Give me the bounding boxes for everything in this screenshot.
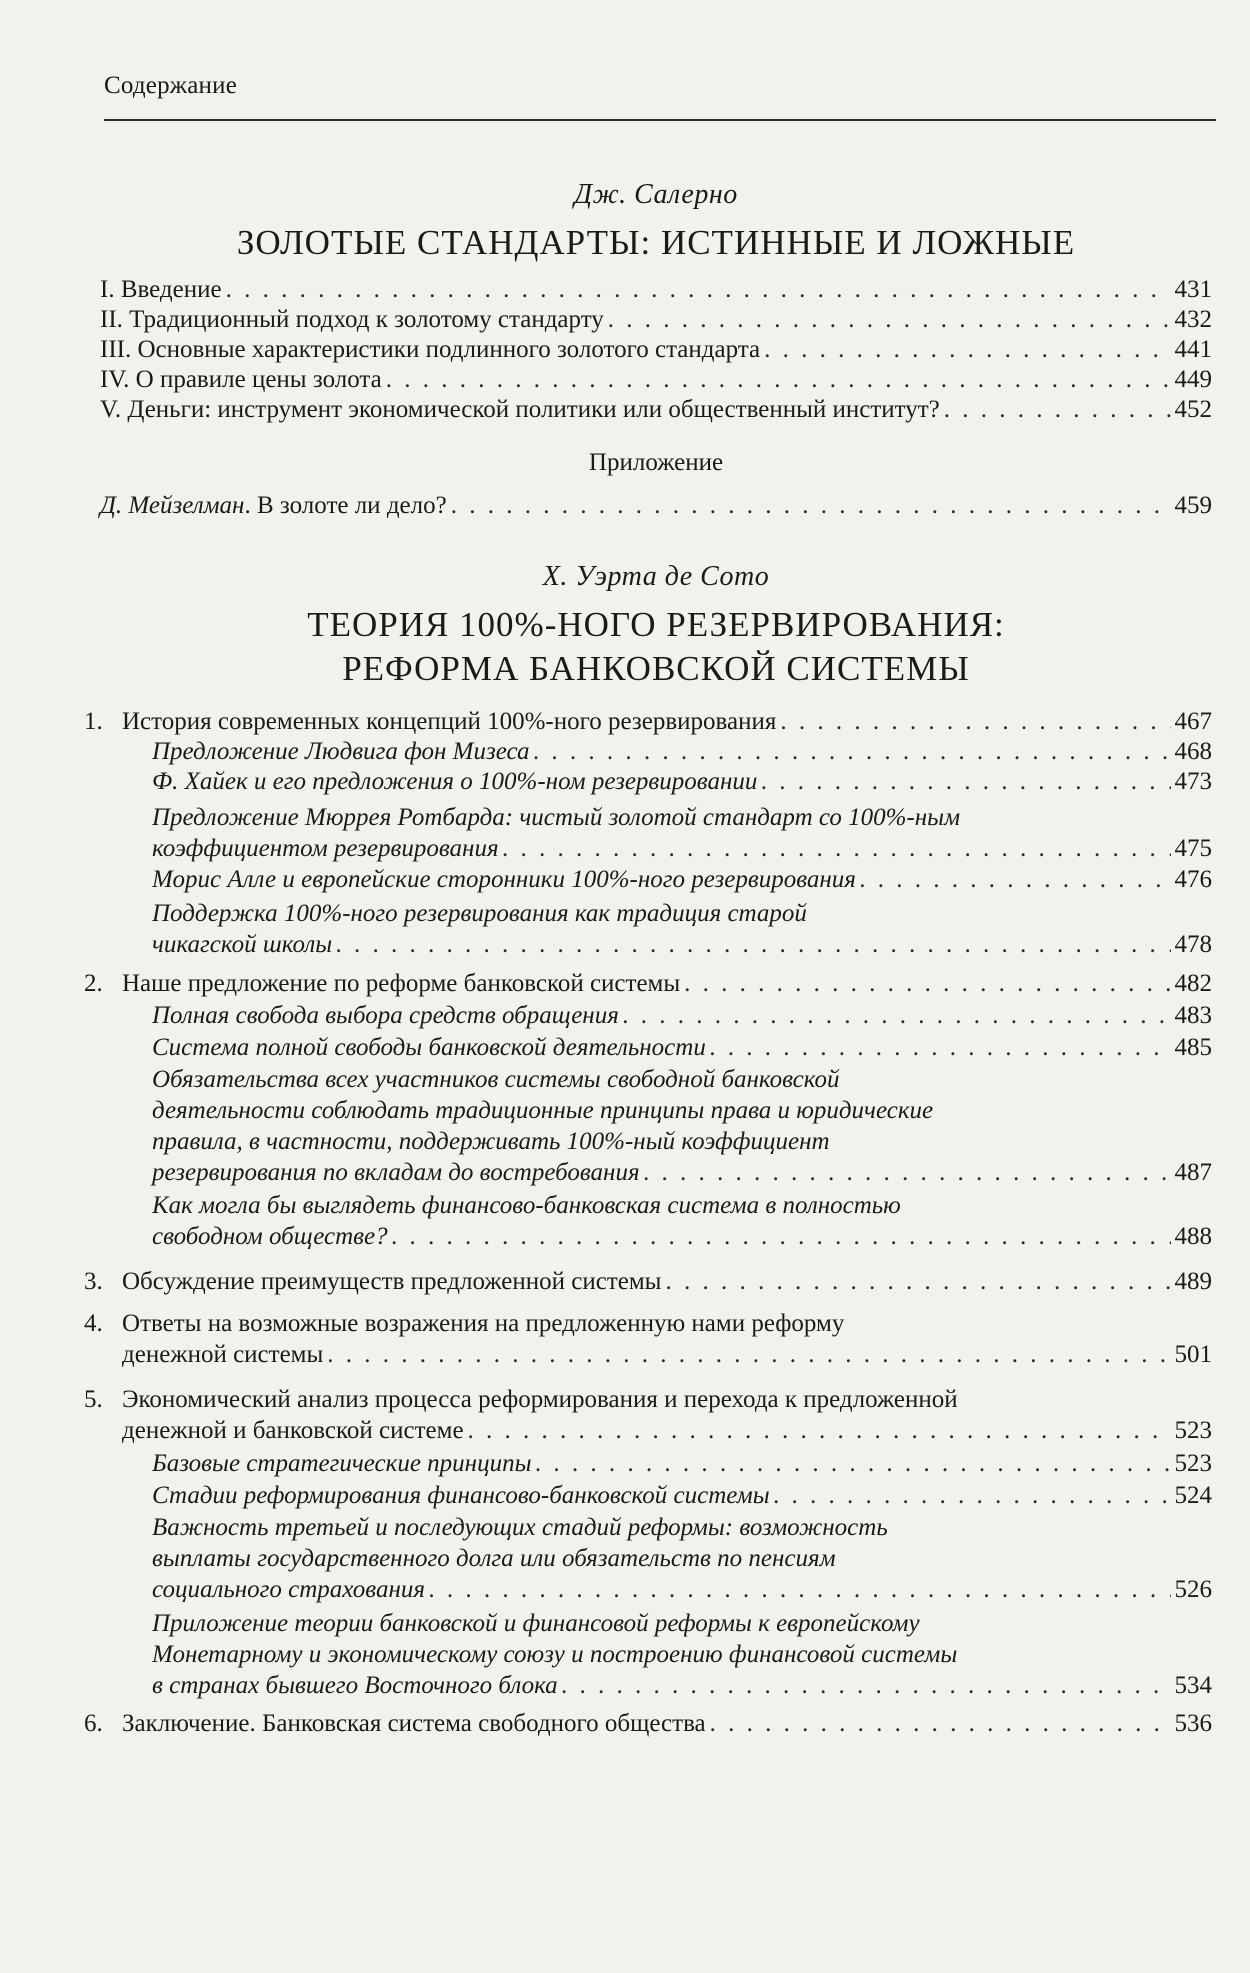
page-number: 536 xyxy=(1174,1710,1212,1737)
entry-label: Обсуждение преимуществ предложенной системы xyxy=(122,1268,662,1295)
page-number: 488 xyxy=(1174,1223,1212,1250)
dot-leader xyxy=(944,394,1171,425)
entry-label-line: Как могла бы выглядеть финансово-банковская система в полностью xyxy=(152,1192,901,1219)
chapter-title-line2: РЕФОРМА БАНКОВСКОЙ СИСТЕМЫ xyxy=(342,649,970,688)
dot-leader xyxy=(536,1448,1171,1479)
page-number: 534 xyxy=(1174,1672,1212,1699)
section-number: 6. xyxy=(84,1710,103,1737)
page-number: 449 xyxy=(1174,366,1212,393)
dot-leader xyxy=(710,1708,1171,1739)
page-number: 467 xyxy=(1174,708,1212,735)
toc-entry[interactable] xyxy=(100,334,1212,365)
entry-label: IV. О правиле цены золота xyxy=(100,366,382,393)
entry-label-line: Приложение теории банковской и финансовой реформы к европейскому xyxy=(152,1610,920,1637)
dot-leader xyxy=(774,1480,1171,1511)
entry-label-line: Экономический анализ процесса реформирования и перехода к предложенной xyxy=(122,1386,958,1413)
entry-label-line: деятельности соблюдать традиционные принципы права и юридические xyxy=(152,1097,934,1124)
toc-subentry[interactable] xyxy=(100,802,1212,864)
entry-label-line: Поддержка 100%-ного резервирования как традиция старой xyxy=(152,900,807,927)
appendix-title: . В золоте ли дело? xyxy=(244,492,447,519)
dot-leader xyxy=(764,334,1170,365)
author-salerno: Дж. Салерно xyxy=(574,179,738,210)
dot-leader xyxy=(665,1266,1170,1297)
dot-leader xyxy=(623,1000,1171,1031)
dot-leader xyxy=(336,929,1170,960)
page-number: 478 xyxy=(1174,931,1212,958)
page-number: 526 xyxy=(1174,1576,1212,1603)
toc-section[interactable] xyxy=(84,1708,1212,1739)
dot-leader xyxy=(684,968,1170,999)
page-number: 432 xyxy=(1174,306,1212,333)
page-number: 523 xyxy=(1174,1417,1212,1444)
page-number: 475 xyxy=(1174,835,1212,862)
entry-label: Заключение. Банковская система свободного общества xyxy=(122,1710,706,1737)
dot-leader xyxy=(608,304,1171,335)
page-number: 441 xyxy=(1174,336,1212,363)
toc-subentry[interactable] xyxy=(100,1512,1212,1605)
page-number: 468 xyxy=(1174,738,1212,765)
running-head: Содержание xyxy=(104,72,237,99)
entry-label: Стадии реформирования финансово-банковской системы xyxy=(152,1482,770,1509)
toc-subentry[interactable] xyxy=(100,1064,1212,1188)
entry-label-line: Монетарному и экономическому союзу и построению финансовой системы xyxy=(152,1641,958,1668)
toc-subentry[interactable] xyxy=(100,1032,1212,1063)
toc-entry-appendix[interactable] xyxy=(100,490,1212,521)
entry-label: История современных концепций 100%-ного резервирования xyxy=(122,708,777,735)
entry-label: I. Введение xyxy=(100,276,222,303)
toc-entry[interactable] xyxy=(100,274,1212,305)
entry-label: V. Деньги: инструмент экономической политики или общественный институт? xyxy=(100,396,940,423)
entry-label-line: Обязательства всех участников системы свободной банковской xyxy=(152,1066,840,1093)
page-number: 489 xyxy=(1174,1268,1212,1295)
entry-label-line: выплаты государственного долга или обязательств по пенсиям xyxy=(152,1545,836,1572)
toc-section[interactable] xyxy=(84,1308,1212,1370)
toc-subentry[interactable] xyxy=(100,1190,1212,1252)
toc-entry[interactable] xyxy=(100,394,1212,425)
page-number: 501 xyxy=(1174,1341,1212,1368)
dot-leader xyxy=(429,1574,1171,1605)
dot-leader xyxy=(710,1032,1171,1063)
entry-label: в странах бывшего Восточного блока xyxy=(152,1672,558,1699)
entry-label: чикагской школы xyxy=(152,931,333,958)
page-number: 524 xyxy=(1174,1482,1212,1509)
entry-label-line: Важность третьей и последующих стадий реформы: возможность xyxy=(152,1514,888,1541)
entry-label: денежной системы xyxy=(122,1341,324,1368)
page-number: 487 xyxy=(1174,1159,1212,1186)
toc-section[interactable] xyxy=(84,1384,1212,1446)
section-number: 5. xyxy=(84,1386,103,1413)
toc-subentry[interactable] xyxy=(100,1608,1212,1701)
dot-leader xyxy=(327,1339,1170,1370)
entry-label: Система полной свободы банковской деятельности xyxy=(152,1034,706,1061)
page-number: 482 xyxy=(1174,970,1212,997)
entry-label-line: правила, в частности, поддерживать 100%-ный коэффициент xyxy=(152,1128,830,1155)
chapter-title-gold-standards: ЗОЛОТЫЕ СТАНДАРТЫ: ИСТИННЫЕ И ЛОЖНЫЕ xyxy=(236,223,1076,262)
page-number: 523 xyxy=(1174,1450,1212,1477)
entry-label-line: Предложение Мюррея Ротбарда: чистый золотой стандарт со 100%-ным xyxy=(152,804,961,831)
entry-label: социального страхования xyxy=(152,1576,425,1603)
dot-leader xyxy=(533,736,1170,767)
entry-label: Наше предложение по реформе банковской системы xyxy=(122,970,681,997)
toc-section[interactable] xyxy=(84,706,1212,737)
toc-subentry[interactable] xyxy=(100,736,1212,767)
page-number: 476 xyxy=(1174,866,1212,893)
page-number: 485 xyxy=(1174,1034,1212,1061)
chapter-title-line1: ТЕОРИЯ 100%-НОГО РЕЗЕРВИРОВАНИЯ: xyxy=(307,605,1005,644)
toc-subentry[interactable] xyxy=(100,1448,1212,1479)
dot-leader xyxy=(780,706,1170,737)
toc-subentry[interactable] xyxy=(100,1480,1212,1511)
entry-label: III. Основные характеристики подлинного золотого стандарта xyxy=(100,336,761,363)
dot-leader xyxy=(644,1157,1171,1188)
toc-entry[interactable] xyxy=(100,304,1212,335)
dot-leader xyxy=(386,364,1171,395)
dot-leader xyxy=(503,833,1171,864)
section-number: 2. xyxy=(84,970,103,997)
toc-subentry[interactable] xyxy=(100,766,1212,797)
page-number: 473 xyxy=(1174,768,1212,795)
toc-subentry[interactable] xyxy=(100,1000,1212,1031)
entry-label-line: Ответы на возможные возражения на предложенную нами реформу xyxy=(122,1310,845,1337)
dot-leader xyxy=(761,766,1170,797)
entry-label: денежной и банковской системе xyxy=(122,1417,464,1444)
dot-leader xyxy=(226,274,1171,305)
page-number: 459 xyxy=(1174,492,1212,519)
toc-section[interactable] xyxy=(84,968,1212,999)
dot-leader xyxy=(392,1221,1171,1252)
toc-subentry[interactable] xyxy=(100,864,1212,895)
dot-leader xyxy=(468,1415,1171,1446)
entry-label: коэффициентом резервирования xyxy=(152,835,499,862)
section-number: 4. xyxy=(84,1310,103,1337)
section-number: 1. xyxy=(84,708,103,735)
page-number: 431 xyxy=(1174,276,1212,303)
entry-label: Полная свобода выбора средств обращения xyxy=(152,1002,619,1029)
header-rule xyxy=(104,119,1216,121)
appendix-heading: Приложение xyxy=(588,449,724,476)
dot-leader xyxy=(562,1670,1171,1701)
entry-label: II. Традиционный подход к золотому стандарту xyxy=(100,306,604,333)
entry-label: резервирования по вкладам до востребования xyxy=(152,1159,640,1186)
page-number: 452 xyxy=(1174,396,1212,423)
toc-section[interactable] xyxy=(84,1266,1212,1297)
entry-label: Базовые стратегические принципы xyxy=(152,1450,532,1477)
entry-label: Предложение Людвига фон Мизеса xyxy=(152,738,530,765)
entry-label: Морис Алле и европейские сторонники 100%-ного резервирования xyxy=(152,866,856,893)
dot-leader xyxy=(860,864,1171,895)
entry-label xyxy=(100,490,447,521)
page-number: 483 xyxy=(1174,1002,1212,1029)
appendix-author: Д. Мейзелман xyxy=(100,492,245,519)
dot-leader xyxy=(451,490,1171,521)
author-huerta-de-soto: Х. Уэрта де Сото xyxy=(542,561,770,592)
entry-label: Ф. Хайек и его предложения о 100%-ном резервировании xyxy=(152,768,758,795)
entry-label: свободном обществе? xyxy=(152,1223,388,1250)
section-number: 3. xyxy=(84,1268,103,1295)
toc-entry[interactable] xyxy=(100,364,1212,395)
toc-subentry[interactable] xyxy=(100,898,1212,960)
